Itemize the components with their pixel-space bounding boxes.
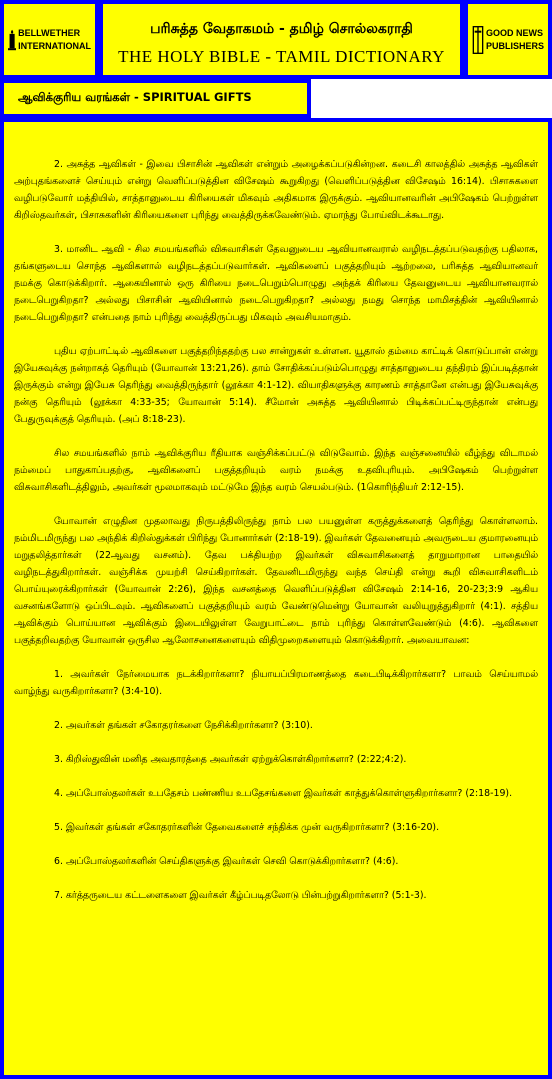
- paragraph: 3. மானிட ஆவி - சில சமயங்களில் விசுவாசிகள் தேவனுடைய ஆவியானவரால் வழிநடத்தப்படுவதற்கு பதிலாக, தங்களுடைய சொந்த ஆவிகளால் வழிநடத்தப்படுவார்கள். ஆவிகளைப் பகுத்தறியும் ஆற்றலை, பரிசுத்த ஆவியானவர் நமக்கு கொடுக்கிறார். ஆகையினால் ஒரு கிரியை நடைபெறும்பொழுது அந்தக் கிரியை தேவனுடைய ஆவியானவரால் நடைபெறுகிறதா? அல்லது பிசாசின் ஆவியினால் நடைபெறுகிறதா? அல்லது நமது சொந்த மாமிசத்தின் ஆவியினால் நடைபெறுகிறதா? என்பதை நாம் புரிந்து வைத்திருப்பது மிகவும் அவசியமாகும்.: [14, 244, 538, 323]
- section-title-box: [0, 79, 311, 118]
- section-title: ஆவிக்குரிய வரங்கள் - SPIRITUAL GIFTS: [18, 90, 252, 104]
- candle-icon: [8, 20, 16, 60]
- list-item: 3. கிறிஸ்துவின் மனித அவதாரத்தை அவர்கள் ஏற்றுக்கொள்கிறார்களா? (2:22;4:2).: [54, 754, 407, 765]
- good-news-logo-text: GOOD NEWS PUBLISHERS: [485, 27, 544, 51]
- good-news-logo-box: [464, 0, 552, 79]
- list-item: 7. கர்த்தருடைய கட்டளைகளை இவர்கள் கீழ்ப்படிதலோடு பின்பற்றுகிறார்களா? (5:1-3).: [54, 890, 427, 901]
- book-icon: [472, 18, 484, 62]
- list-item: 2. அவர்கள் தங்கள் சகோதரர்களை நேசிக்கிறார்களா? (3:10).: [54, 720, 313, 731]
- bellwether-logo-box: [0, 0, 99, 79]
- bellwether-logo-text: BELLWETHER INTERNATIONAL: [18, 27, 91, 51]
- title-english: THE HOLY BIBLE - TAMIL DICTIONARY: [118, 47, 445, 66]
- paragraph: சில சமயங்களில் நாம் ஆவிக்குரிய ரீதியாக வஞ்சிக்கப்பட்டு விடுவோம். இந்த வஞ்சனையில் வீழ்ந்து விடாமல் நம்மைப் பாதுகாப்பதற்கு, ஆவிகளைப் பகுத்தறியும் வரம் நமக்கு உதவிபுரியும். அபிஷேகம் பெற்றுள்ள விசுவாசிகளிடத்திலும், அவர்கள் மூலமாகவும் மட்டுமே இந்த வரம் செயல்படும். (1கொரிந்தியர் 2:12-15).: [14, 448, 538, 493]
- list-item: 4. அப்போஸ்தலர்கள் உபதேசம் பண்ணிய உபதேசங்களை இவர்கள் காத்துக்கொள்ளுகிறார்களா? (2:18-19).: [54, 788, 513, 799]
- paragraph: புதிய ஏற்பாட்டில் ஆவிகளை பகுத்தறிந்ததற்கு பல சான்றுகள் உள்ளன. யூதாஸ் தம்மை காட்டிக் கொடுப்பான் என்று இயேசுவுக்கு நன்றாகத் தெரியும் (யோவான் 13:21,26). தாம் சோதிக்கப்படும்பொழுது சாத்தானுடைய தந்திரம் இப்படித்தான் இருக்கும் என்று இயேசு தெரிந்து வைத்திருந்தார் (லூக்கா 4:1-12). வியாதிகளுக்கு காரணம் சாத்தானே என்பது இயேசுவுக்கு நன்கு தெரியும் (லூக்கா 4:33-35; யோவான் 5:14). சீமோன் அசுத்த ஆவியினால் பிடிக்கப்பட்டிருந்தான் என்பது பேதுருவுக்குத் தெரியும். (அப் 8:18-23).: [14, 346, 538, 425]
- content-area: [0, 118, 552, 1079]
- list-item: 1. அவர்கள் நேர்மையாக நடக்கிறார்களா? நியாயப்பிரமாணத்தை கடைபிடிக்கிறார்களா? பாவம் செய்யாமல் வாழ்ந்து வருகிறார்களா? (3:4-10).: [14, 669, 538, 697]
- header-title-box: [99, 0, 464, 79]
- list-item: 6. அப்போஸ்தலர்களின் செய்திகளுக்கு இவர்கள் செவி கொடுக்கிறார்களா? (4:6).: [54, 856, 399, 867]
- paragraph: யோவான் எழுதின முதலாவது நிருபத்திலிருந்து நாம் பல பயனுள்ள கருத்துக்களைத் தெரிந்து கொள்ளலாம். நம்மிடமிருந்து பல அந்திக் கிறிஸ்துக்கள் பிரிந்து போனார்கள் (2:18-19). இவர்கள் தேவனையும் அவருடைய குமாரனையும் மறுதலித்தார்கள் (22ஆவது வசனம்). தேவ பக்தியற்ற இவர்கள் விசுவாசிகளைத் தாறுமாறான பாதையில் வழிநடத்துகிறார்கள். வஞ்சிக்க முயற்சி செய்கிறார்கள். தேவனிடமிருந்து வந்த செய்தி என்று கூறி விசுவாசிகளிடம் பொய்யுரைக்கிறார்கள் (யோவான் 2:26), இந்த வசனத்தை வெளிப்படுத்தின விசேஷம் 2:14-16, 20-23;3:9 ஆகிய வசனங்களோடு ஒப்பிடவும். ஆவிகளைப் பகுத்தறியும் வரம் வேண்டுமென்று யோவான் வலியுறுத்துகிறார் (4:1). சத்திய ஆவிக்கும் பொய்யான ஆவிக்கும் இடையிலுள்ள வேறுபாட்டை நாம் புரிந்து கொள்ளவேண்டும் (4:6). ஆவிகளை பகுத்தறிவதற்கு யோவான் ஒருசில ஆலோசனைகளையும் விதிமுறைகளையும் கொடுக்கிறார். அவையாவன:: [14, 516, 538, 646]
- list-item: 5. இவர்கள் தங்கள் சகோதரர்களின் தேவைகளைச் சந்திக்க முன் வருகிறார்களா? (3:16-20).: [54, 822, 440, 833]
- title-tamil: பரிசுத்த வேதாகமம் - தமிழ் சொல்லகராதி: [150, 21, 413, 37]
- paragraph: 2. அசுத்த ஆவிகள் - இவை பிசாசின் ஆவிகள் என்றும் அழைக்கப்படுகின்றன. கடைசி காலத்தில் அசுத்த ஆவிகள் அற்புதங்களைச் செய்யும் என்று வெளிப்படுத்தின விசேஷம் கூறுகிறது (வெளிப்படுத்தின விசேஷம் 16:14). பிசாசுகளை வழிபடுவோர் மத்தியில், சாத்தானுடைய கிரியைகள் மிகவும் அதிகமாக இருக்கும். ஆவியானவரின் அபிஷேகம் பெற்றுள்ள கிறிஸ்தவர்கள், பிசாசுகளின் கிரியைகளை புரிந்து வைத்திருக்கவேண்டும். ஏமாந்து போய்விடக்கூடாது.: [14, 159, 538, 221]
